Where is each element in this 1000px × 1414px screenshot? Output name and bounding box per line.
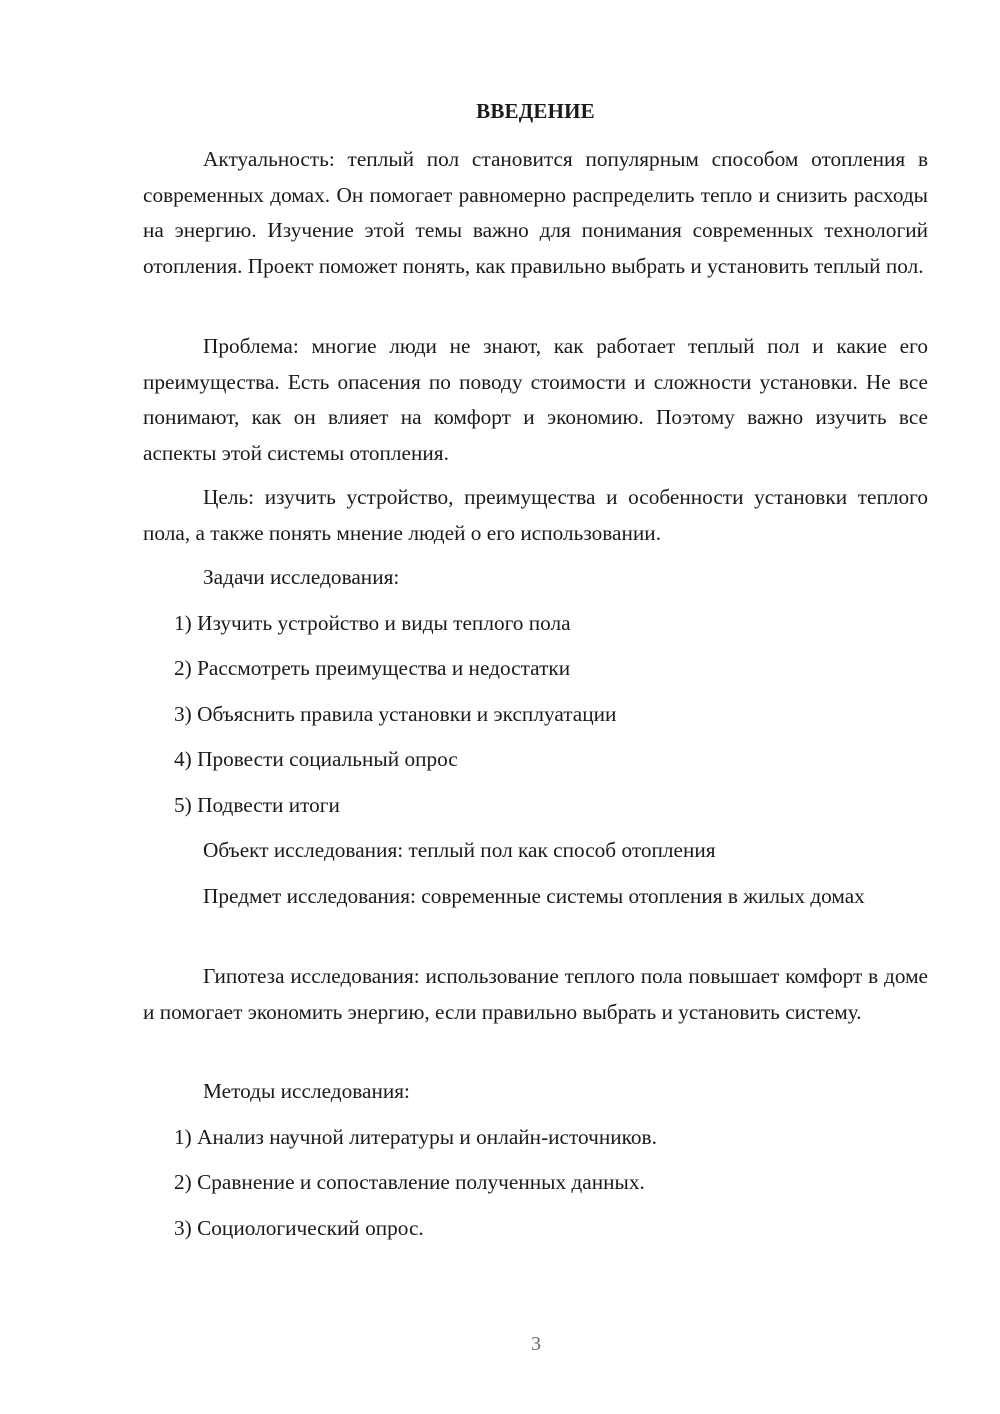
- method-item: 3) Социологический опрос.: [174, 1216, 424, 1240]
- task-item: 1) Изучить устройство и виды теплого пола: [174, 611, 571, 635]
- task-item: 5) Подвести итоги: [174, 793, 340, 817]
- paragraph-relevance: Актуальность: теплый пол становится популярным способом отопления в современных домах. Он помогает равномерно распределить тепло и снизить расходы на энергию. Изучение этой темы важно для понимания современных технологий отопления. Проект поможет понять, как правильно выбрать и установить теплый пол.: [143, 147, 928, 278]
- task-item: 3) Объяснить правила установки и эксплуатации: [174, 702, 617, 726]
- paragraph-goal: Цель: изучить устройство, преимущества и особенности установки теплого пола, а также понять мнение людей о его использовании.: [143, 485, 928, 545]
- methods-heading: Методы исследования:: [203, 1079, 410, 1103]
- task-item: 2) Рассмотреть преимущества и недостатки: [174, 656, 571, 680]
- section-title: ВВЕДЕНИЕ: [476, 99, 595, 123]
- method-item: 1) Анализ научной литературы и онлайн-источников.: [174, 1125, 657, 1149]
- paragraph-hypothesis: Гипотеза исследования: использование теплого пола повышает комфорт в доме и помогает экономить энергию, если правильно выбрать и установить систему.: [143, 964, 928, 1024]
- paragraph-subject: Предмет исследования: современные системы отопления в жилых домах: [203, 884, 865, 908]
- page-number: 3: [531, 1333, 541, 1355]
- method-item: 2) Сравнение и сопоставление полученных данных.: [174, 1170, 645, 1194]
- task-item: 4) Провести социальный опрос: [174, 747, 458, 771]
- paragraph-problem: Проблема: многие люди не знают, как работает теплый пол и какие его преимущества. Есть опасения по поводу стоимости и сложности установки. Не все понимают, как он влияет на комфорт и экономию. Поэтому важно изучить все аспекты этой системы отопления.: [143, 334, 928, 465]
- tasks-heading: Задачи исследования:: [203, 565, 400, 589]
- paragraph-object: Объект исследования: теплый пол как способ отопления: [203, 838, 716, 862]
